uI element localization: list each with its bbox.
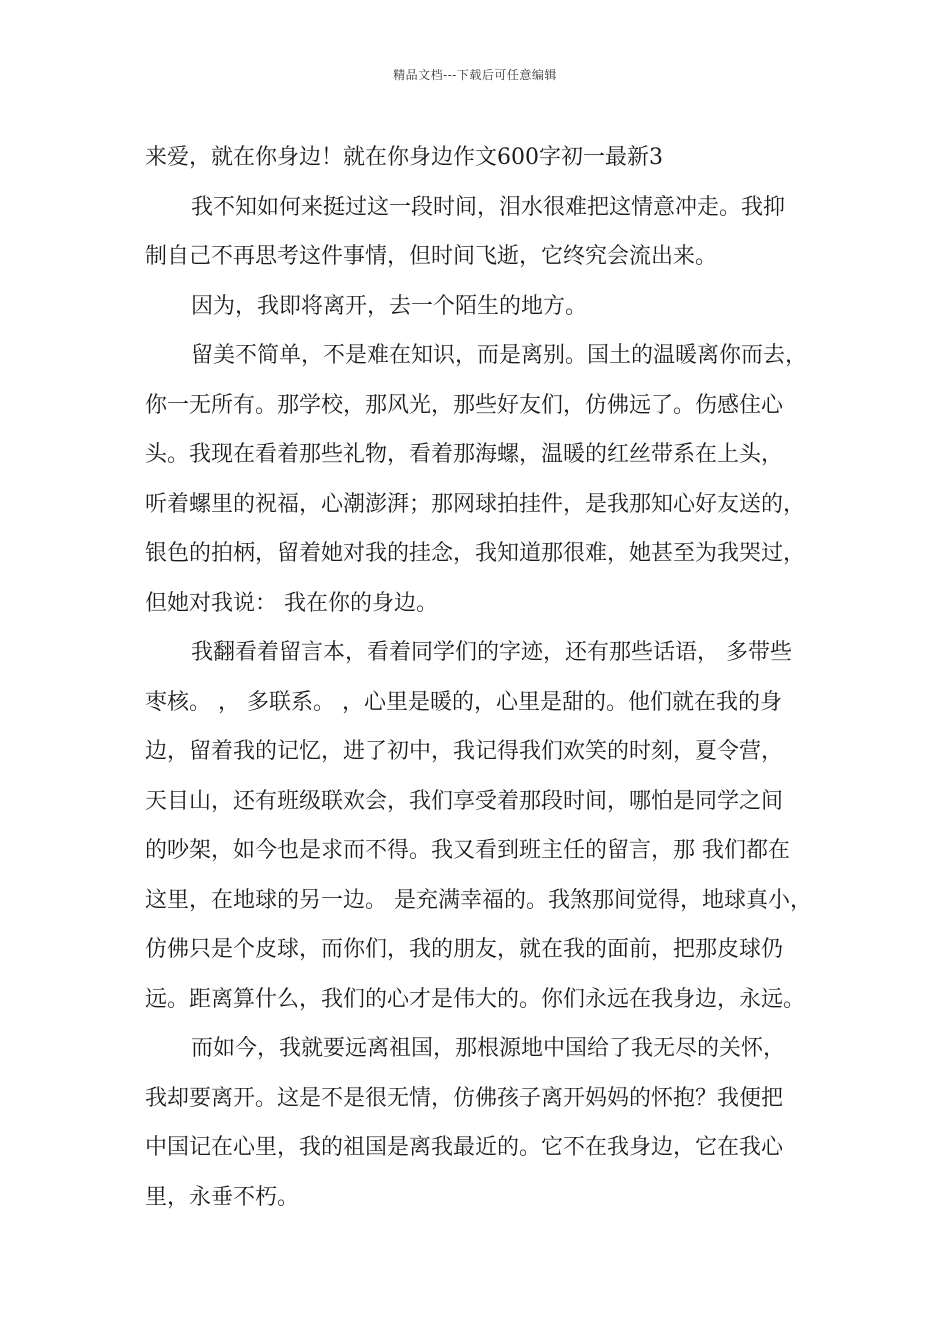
article-body (145, 133, 823, 1222)
text-line: 来爱，就在你身边！就在你身边作文600字初一最新3 (145, 145, 663, 170)
text-line: 的吵架，如今也是求而不得。我又看到班主任的留言，那 我们都在 (145, 838, 790, 863)
text-line: 我翻看着留言本，看着同学们的字迹，还有那些话语， 多带些 (191, 640, 792, 665)
text-line: 边，留着我的记忆，进了初中，我记得我们欢笑的时刻，夏令营， (145, 739, 784, 764)
text-line: 因为，我即将离开，去一个陌生的地方。 (191, 293, 588, 319)
text-line: 仿佛只是个皮球，而你们，我的朋友，就在我的面前，把那皮球仍 (145, 937, 784, 962)
text-line: 留美不简单，不是难在知识，而是离别。国土的温暖离你而去， (191, 343, 808, 368)
text-line: 远。距离算什么，我们的心才是伟大的。你们永远在我身边，永远。 (145, 986, 806, 1012)
page-header: 精品文档---下载后可任意编辑 (393, 68, 557, 82)
text-line: 头。我现在看着那些礼物，看着那海螺，温暖的红丝带系在上头， (145, 442, 784, 467)
text-line: 里，永垂不朽。 (145, 1184, 300, 1210)
text-line: 这里，在地球的另一边。 是充满幸福的。我煞那间觉得，地球真小， (145, 887, 812, 913)
text-line: 银色的拍柄，留着她对我的挂念，我知道那很难，她甚至为我哭过， (145, 541, 806, 566)
text-line: 你一无所有。那学校，那风光，那些好友们，仿佛远了。伤感住心 (145, 392, 784, 418)
text-line: 但她对我说： 我在你的身边。 (145, 590, 438, 616)
text-line: 我不知如何来挺过这一段时间，泪水很难把这情意冲走。我抑 (191, 194, 786, 220)
text-line: 听着螺里的祝福，心潮澎湃；那网球拍挂件，是我那知心好友送的， (145, 491, 806, 517)
text-line: 制自己不再思考这件事情，但时间飞逝，它终究会流出来。 (145, 244, 718, 269)
text-line: 枣核。 ， 多联系。 ，心里是暖的，心里是甜的。他们就在我的身 (145, 689, 782, 715)
text-line: 天目山，还有班级联欢会，我们享受着那段时间，哪怕是同学之间 (145, 788, 784, 814)
text-line: 中国记在心里，我的祖国是离我最近的。它不在我身边，它在我心 (145, 1135, 784, 1160)
text-line: 而如今，我就要远离祖国，那根源地中国给了我无尽的关怀， (191, 1036, 786, 1061)
text-line: 我却要离开。这是不是很无情，仿佛孩子离开妈妈的怀抱？我便把 (145, 1085, 784, 1111)
